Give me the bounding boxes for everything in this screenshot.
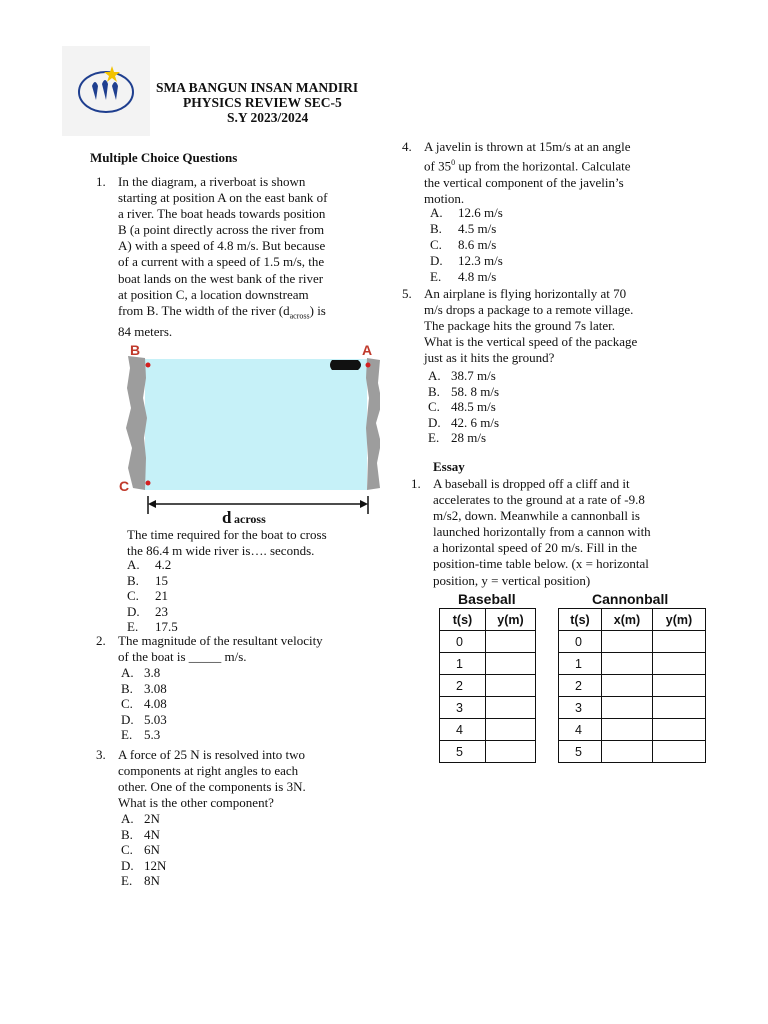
- time-cell: 2: [559, 675, 602, 697]
- q2-option-a[interactable]: A. 3.8: [121, 665, 161, 680]
- across-subscript: across: [289, 311, 310, 321]
- q4-option-a[interactable]: A. 12.6 m/s: [430, 205, 503, 220]
- y-input-cell[interactable]: [486, 741, 536, 763]
- essay-line: position, y = vertical position): [433, 572, 591, 588]
- table-row: [440, 719, 536, 741]
- q4-option-e[interactable]: E. 4.8 m/s: [430, 269, 497, 285]
- q4-angle-text: of 35: [424, 158, 452, 174]
- q2-options: [121, 665, 167, 743]
- time-cell: 3: [440, 697, 486, 719]
- table-row: [559, 719, 706, 741]
- school-year: S.Y 2023/2024: [227, 110, 309, 125]
- q3-line: What is the other component?: [118, 795, 274, 811]
- q4-option-c[interactable]: C. 8.6 m/s: [430, 237, 497, 253]
- time-cell: 0: [440, 631, 486, 653]
- q1-text: [118, 174, 363, 341]
- school-logo: [62, 46, 150, 136]
- q5-line: just as it hits the ground?: [424, 350, 555, 366]
- time-cell: 0: [559, 631, 602, 653]
- q3-options: [121, 811, 166, 889]
- col-header-t: t(s): [559, 609, 602, 631]
- q1-option-a[interactable]: A. 4.2: [127, 557, 172, 572]
- document-title: PHYSICS REVIEW SEC-5: [183, 95, 342, 110]
- essay-line: accelerates to the ground at a rate of -9.8: [433, 492, 645, 508]
- y-input-cell[interactable]: [486, 697, 536, 719]
- q2-option-d[interactable]: D. 5.03: [121, 711, 167, 727]
- y-input-cell[interactable]: [486, 675, 536, 697]
- label-d-sub: across: [234, 512, 266, 526]
- q5-line: What is the vertical speed of the package: [424, 334, 638, 350]
- x-input-cell[interactable]: [602, 741, 653, 763]
- col-header-y: y(m): [653, 609, 706, 631]
- essay-line: a horizontal speed of 20 m/s. Fill in the: [433, 540, 637, 556]
- cannonball-table: [558, 608, 706, 763]
- col-header-x: x(m): [602, 609, 653, 631]
- essay-q1-text: [433, 476, 687, 589]
- west-bank: [126, 356, 147, 490]
- y-input-cell[interactable]: [653, 741, 706, 763]
- baseball-table: [439, 608, 536, 763]
- q1-followup-line: the 86.4 m wide river is…. seconds.: [127, 543, 315, 559]
- y-input-cell[interactable]: [486, 719, 536, 741]
- time-cell: 2: [440, 675, 486, 697]
- y-input-cell[interactable]: [653, 653, 706, 675]
- q1-option-c[interactable]: C. 21: [127, 588, 168, 604]
- q4-text: [424, 139, 678, 207]
- label-c: C: [119, 478, 130, 494]
- point-a-marker: [366, 363, 371, 368]
- table-row: [559, 631, 706, 653]
- q1-line-text: from B. The width of the river (d: [118, 302, 290, 318]
- label-a: A: [362, 342, 373, 358]
- y-input-cell[interactable]: [486, 653, 536, 675]
- x-input-cell[interactable]: [602, 631, 653, 653]
- q3-option-d[interactable]: D. 12N: [121, 857, 167, 873]
- q4-line: the vertical component of the javelin’s: [424, 174, 624, 190]
- q4-line: motion.: [424, 190, 465, 206]
- q1-option-e[interactable]: E. 17.5: [127, 619, 178, 635]
- q1-line: at position C, a location downstream: [118, 286, 309, 302]
- q1-line: B (a point directly across the river from: [118, 222, 325, 238]
- table-row: [559, 697, 706, 719]
- x-input-cell[interactable]: [602, 675, 653, 697]
- point-b-marker: [146, 363, 151, 368]
- q1-line: starting at position A on the east bank of: [118, 190, 328, 206]
- q3-option-e[interactable]: E. 8N: [121, 873, 160, 889]
- x-input-cell[interactable]: [602, 719, 653, 741]
- q1-line: In the diagram, a riverboat is shown: [118, 174, 306, 189]
- y-input-cell[interactable]: [653, 675, 706, 697]
- q3-number: 3.: [96, 747, 106, 762]
- table-row: [559, 675, 706, 697]
- table-row: [559, 741, 706, 763]
- y-input-cell[interactable]: [486, 631, 536, 653]
- col-header-t: t(s): [440, 609, 486, 631]
- q2-option-c[interactable]: C. 4.08: [121, 696, 167, 712]
- q1-line: of a current with a speed of 1.5 m/s, the: [118, 254, 325, 270]
- q2-line: The magnitude of the resultant velocity: [118, 633, 323, 648]
- q4-angle-tail: up from the horizontal. Calculate: [455, 158, 631, 174]
- q5-option-d[interactable]: D. 42. 6 m/s: [428, 414, 500, 430]
- q1-followup-line: The time required for the boat to cross: [127, 527, 327, 542]
- q3-line: other. One of the components is 3N.: [118, 779, 306, 795]
- q1-line: boat lands on the west bank of the river: [118, 270, 324, 286]
- q3-text: [118, 747, 363, 811]
- q1-line-tail: ) is: [309, 302, 326, 318]
- q5-option-c[interactable]: C. 48.5 m/s: [428, 399, 496, 415]
- q2-text: [118, 633, 368, 665]
- baseball-table-title: Baseball: [458, 591, 516, 607]
- q1-line-width: [118, 303, 363, 325]
- q2-option-b[interactable]: B. 3.08: [121, 680, 167, 696]
- table-row: [440, 631, 536, 653]
- q1-option-d[interactable]: D. 23: [127, 603, 168, 619]
- time-cell: 4: [559, 719, 602, 741]
- q4-option-d[interactable]: D. 12.3 m/s: [430, 253, 503, 269]
- q4-line-angle: [424, 155, 678, 174]
- q1-option-b[interactable]: B. 15: [127, 572, 168, 588]
- table-row: [440, 697, 536, 719]
- q2-number: 2.: [96, 633, 106, 648]
- q1-options: [127, 557, 178, 635]
- q3-option-b[interactable]: B. 4N: [121, 826, 160, 842]
- degree-superscript: 0: [451, 158, 456, 168]
- q3-option-a[interactable]: A. 2N: [121, 811, 160, 826]
- time-cell: 3: [559, 697, 602, 719]
- q5-line: m/s drops a package to a remote village.: [424, 302, 634, 318]
- mcq-heading: Multiple Choice Questions: [90, 150, 238, 165]
- table-header-row: [559, 609, 706, 631]
- table-header-row: [440, 609, 536, 631]
- q5-option-e[interactable]: E. 28 m/s: [428, 430, 487, 446]
- essay-line: launched horizontally from a cannon with: [433, 524, 651, 540]
- time-cell: 5: [440, 741, 486, 763]
- river-water: [145, 359, 367, 490]
- y-input-cell[interactable]: [653, 719, 706, 741]
- riverboat-icon: [330, 360, 361, 370]
- q5-option-a[interactable]: A. 38.7 m/s: [428, 368, 496, 383]
- table-row: [440, 653, 536, 675]
- table-row: [559, 653, 706, 675]
- point-c-marker: [146, 481, 151, 486]
- time-cell: 5: [559, 741, 602, 763]
- y-input-cell[interactable]: [653, 631, 706, 653]
- table-row: [440, 741, 536, 763]
- essay-line: position-time table below. (x = horizontal: [433, 556, 649, 572]
- q5-line: The package hits the ground 7s later.: [424, 318, 615, 334]
- essay-q1-number: 1.: [411, 476, 421, 491]
- table-row: [440, 675, 536, 697]
- q2-line: of the boat is _____ m/s.: [118, 649, 247, 665]
- q3-line: A force of 25 N is resolved into two: [118, 747, 306, 762]
- time-cell: 1: [440, 653, 486, 675]
- q5-option-b[interactable]: B. 58. 8 m/s: [428, 383, 500, 399]
- q2-option-e[interactable]: E. 5.3: [121, 727, 161, 743]
- q1-number: 1.: [96, 174, 106, 189]
- q4-line: A javelin is thrown at 15m/s at an angle: [424, 139, 631, 154]
- essay-heading: Essay: [433, 459, 465, 474]
- time-cell: 1: [559, 653, 602, 675]
- q5-options: [428, 368, 499, 446]
- q3-line: components at right angles to each: [118, 763, 299, 779]
- x-input-cell[interactable]: [602, 653, 653, 675]
- q4-number: 4.: [402, 139, 412, 154]
- q5-line: An airplane is flying horizontally at 70: [424, 286, 627, 301]
- q1-line: A) with a speed of 4.8 m/s. But because: [118, 238, 326, 254]
- q3-option-c[interactable]: C. 6N: [121, 842, 160, 858]
- river-diagram: [118, 338, 380, 528]
- q5-number: 5.: [402, 286, 412, 301]
- col-header-y: y(m): [486, 609, 536, 631]
- q1-line: a river. The boat heads towards position: [118, 206, 326, 222]
- school-logo-icon: [62, 46, 150, 136]
- q4-option-b[interactable]: B. 4.5 m/s: [430, 221, 497, 237]
- essay-line: A baseball is dropped off a cliff and it: [433, 476, 630, 491]
- cannonball-table-title: Cannonball: [592, 591, 669, 607]
- label-d: d: [222, 508, 232, 527]
- q5-text: [424, 286, 678, 366]
- school-name: SMA BANGUN INSAN MANDIRI: [156, 80, 359, 95]
- q4-options: [430, 205, 503, 285]
- east-bank: [366, 358, 380, 490]
- time-cell: 4: [440, 719, 486, 741]
- y-input-cell[interactable]: [653, 697, 706, 719]
- x-input-cell[interactable]: [602, 697, 653, 719]
- q1-followup: [127, 527, 372, 559]
- label-b: B: [130, 342, 141, 358]
- q1-line: 84 meters.: [118, 324, 173, 340]
- essay-line: m/s2, down. Meanwhile a cannonball is: [433, 508, 640, 524]
